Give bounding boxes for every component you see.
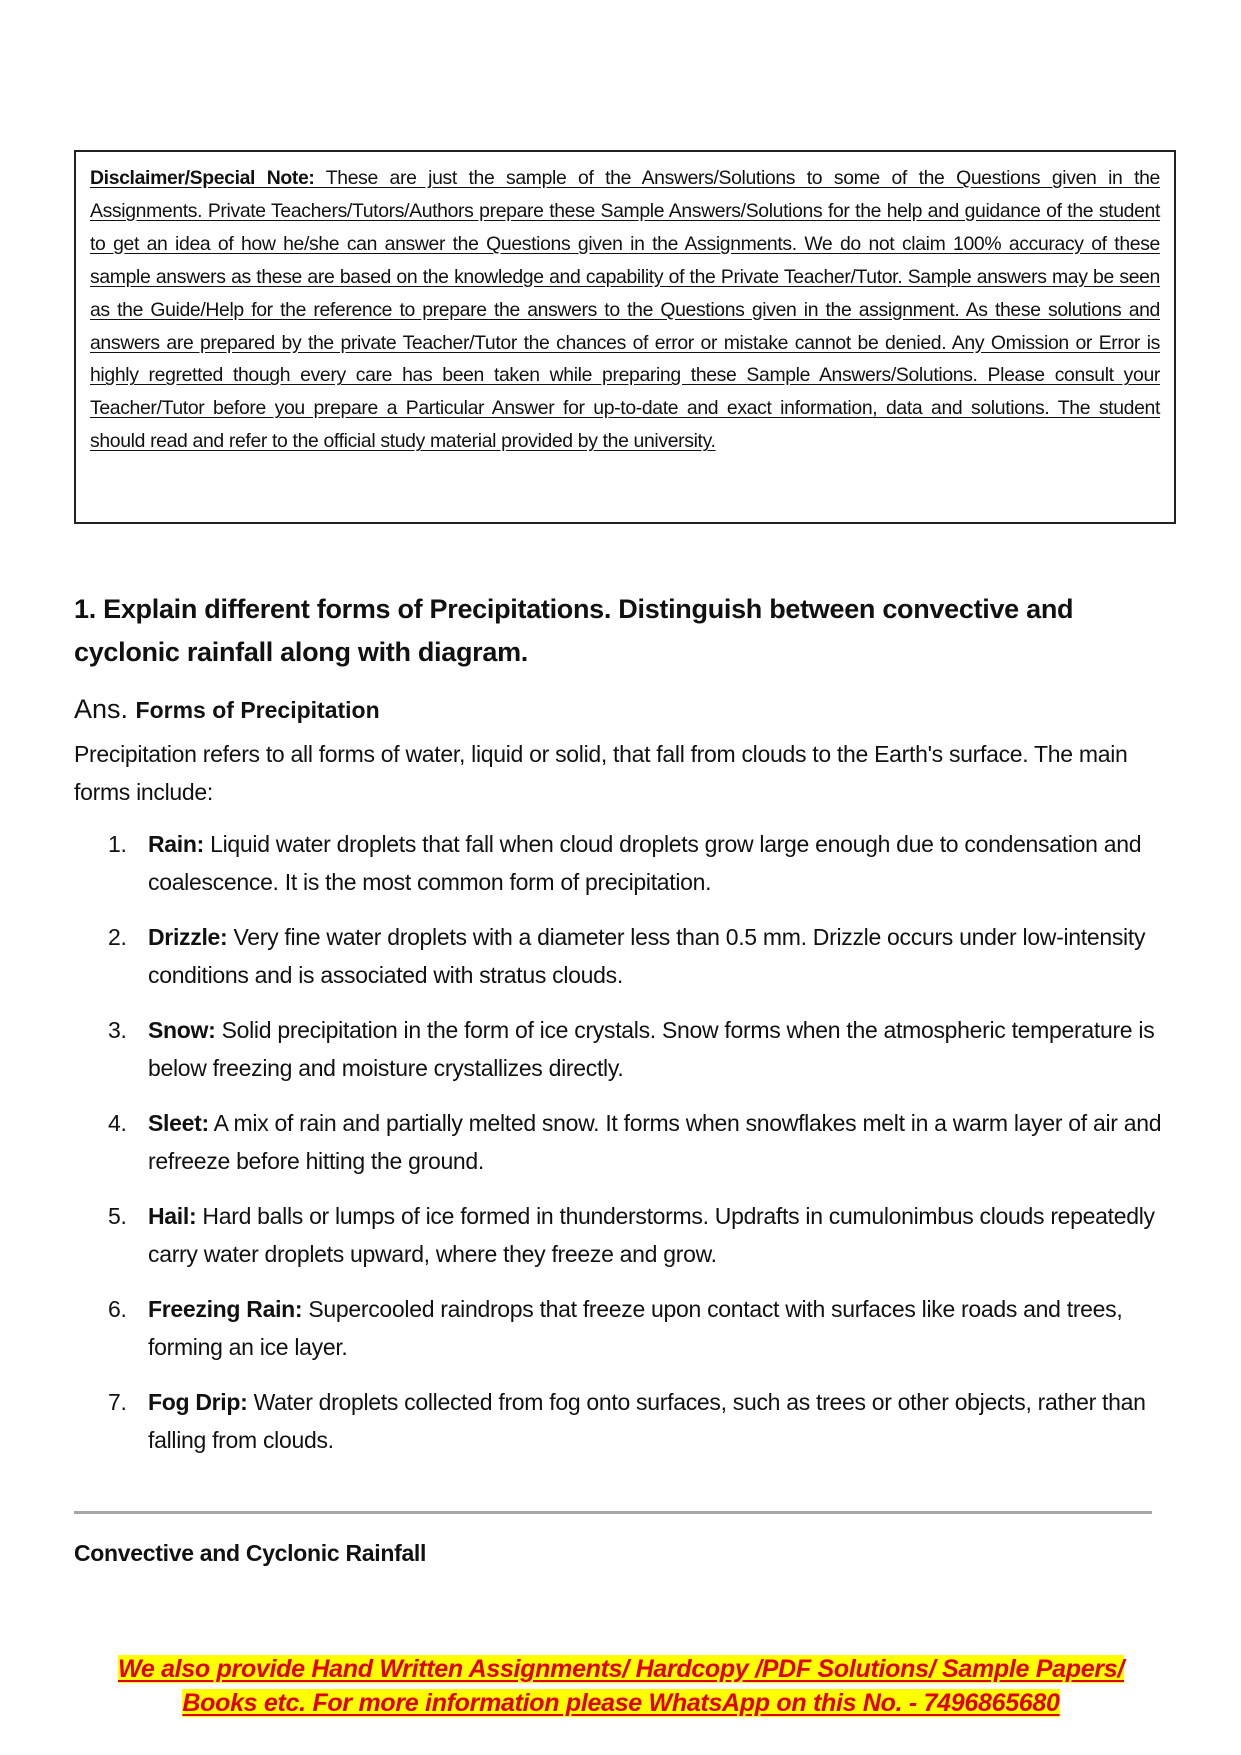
form-description: Solid precipitation in the form of ice crystals. Snow forms when the atmospheric temperature is below freezing and moisture crystallizes directly.: [148, 1017, 1155, 1081]
list-item: [74, 918, 1174, 994]
disclaimer-body: These are just the sample of the Answers/Solutions to some of the Questions given in the Assignments. Private Teachers/Tutors/Authors prepare these Sample Answers/Solutions for the help and guidance of the student to get an idea of how he/she can answer the Questions given in the Assignments. We do not claim 100% accuracy of these sample answers as these are based on the knowledge and capability of the Private Teacher/Tutor. Sample answers may be seen as the Guide/Help for the reference to prepare the answers to the Questions given in the assignment. As these solutions and answers are prepared by the private Teacher/Tutor the chances of error or mistake cannot be denied. Any Omission or Error is highly regretted though every care has been taken while preparing these Sample Answers/Solutions. Please consult your Teacher/Tutor before you prepare a Particular Answer for up-to-date and exact information, data and solutions. The student should read and refer to the official study material provided by the university.: [90, 167, 1160, 453]
precipitation-forms-list: [74, 825, 1174, 1476]
question-heading: 1. Explain different forms of Precipitations. Distinguish between convective and cyclonic rainfall along with diagram.: [74, 594, 1074, 667]
list-number: 2.: [108, 924, 127, 950]
form-term: Snow:: [148, 1017, 216, 1043]
answer-heading: [74, 694, 380, 725]
form-term: Fog Drip:: [148, 1389, 248, 1415]
form-term: Rain:: [148, 831, 205, 857]
list-number: 7.: [108, 1389, 127, 1415]
form-description: Supercooled raindrops that freeze upon contact with surfaces like roads and trees, forming an ice layer.: [148, 1296, 1123, 1360]
promo-line-1: We also provide Hand Written Assignments/ Hardcopy /PDF Solutions/ Sample Papers/: [117, 1655, 1124, 1683]
list-number: 4.: [108, 1110, 127, 1136]
list-item: [74, 1197, 1174, 1273]
list-item: [74, 1290, 1174, 1366]
form-description: Hard balls or lumps of ice formed in thunderstorms. Updrafts in cumulonimbus clouds repeatedly carry water droplets upward, where they freeze and grow.: [148, 1203, 1155, 1267]
answer-title: Forms of Precipitation: [135, 697, 380, 723]
form-description: Water droplets collected from fog onto surfaces, such as trees or other objects, rather than falling from clouds.: [148, 1389, 1146, 1453]
form-term: Freezing Rain:: [148, 1296, 303, 1322]
promo-line-2: Books etc. For more information please WhatsApp on this No. - 7496865680: [182, 1689, 1060, 1717]
list-number: 1.: [108, 831, 127, 857]
answer-prefix: Ans: [74, 694, 121, 724]
answer-separator: .: [120, 694, 136, 724]
horizontal-divider: [74, 1511, 1152, 1514]
list-number: 3.: [108, 1017, 127, 1043]
disclaimer-label: Disclaimer/Special Note:: [90, 167, 315, 189]
form-term: Drizzle:: [148, 924, 228, 950]
list-item: [74, 1383, 1174, 1459]
list-item: [74, 1104, 1174, 1180]
form-description: Very fine water droplets with a diameter less than 0.5 mm. Drizzle occurs under low-intensity conditions and is associated with stratus clouds.: [148, 924, 1146, 988]
list-number: 6.: [108, 1296, 127, 1322]
disclaimer-box: [74, 150, 1176, 524]
list-item: [74, 1011, 1174, 1087]
form-term: Hail:: [148, 1203, 197, 1229]
form-term: Sleet:: [148, 1110, 209, 1136]
answer-intro: Precipitation refers to all forms of water, liquid or solid, that fall from clouds to the Earth's surface. The main forms include:: [74, 741, 1128, 805]
promo-banner: [90, 1652, 1152, 1720]
list-item: [74, 825, 1174, 901]
disclaimer-text: [90, 162, 1160, 458]
list-number: 5.: [108, 1203, 127, 1229]
section-subheading: Convective and Cyclonic Rainfall: [74, 1540, 427, 1566]
form-description: A mix of rain and partially melted snow. It forms when snowflakes melt in a warm layer of air and refreeze before hitting the ground.: [148, 1110, 1162, 1174]
form-description: Liquid water droplets that fall when cloud droplets grow large enough due to condensation and coalescence. It is the most common form of precipitation.: [148, 831, 1142, 895]
